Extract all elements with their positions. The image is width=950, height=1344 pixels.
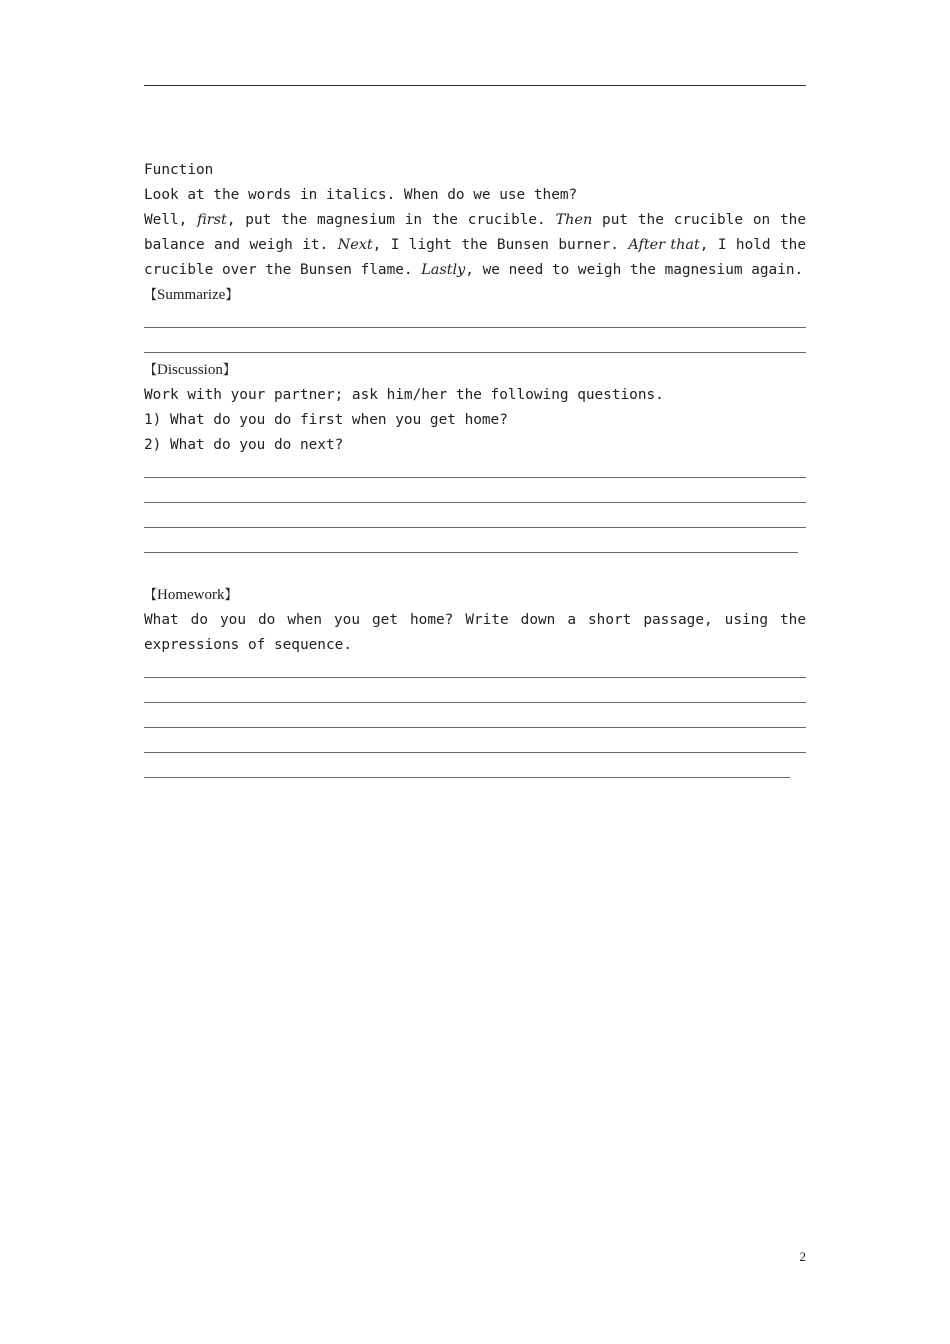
summarize-heading: 【Summarize】	[144, 287, 239, 303]
homework-instruction-line-1: What do you do when you get home? Write down a short passage, using the	[144, 612, 806, 628]
answer-line[interactable]	[144, 458, 806, 483]
homework-instruction-line-2: expressions of sequence.	[144, 637, 352, 653]
answer-line[interactable]	[144, 333, 806, 358]
discussion-heading: 【Discussion】	[144, 362, 236, 378]
answer-line[interactable]	[144, 483, 806, 508]
discussion-instruction: Work with your partner; ask him/her the following questions.	[144, 387, 664, 403]
answer-line[interactable]	[144, 508, 806, 533]
answer-line[interactable]	[144, 708, 806, 733]
answer-line[interactable]	[144, 308, 806, 333]
discussion-section	[144, 358, 806, 558]
function-title: Function	[144, 162, 214, 178]
italic-after-that: After that	[628, 237, 700, 253]
function-example-line-3: crucible over the Bunsen flame. Lastly, we need to weigh the magnesium again.	[144, 262, 804, 278]
homework-section	[144, 583, 806, 783]
header-rule	[144, 85, 806, 86]
discussion-question-1: 1) What do you do first when you get home?	[144, 412, 508, 428]
answer-line[interactable]	[144, 733, 806, 758]
document-body	[144, 158, 806, 783]
function-example-line-1: Well, first, put the magnesium in the crucible. Then put the crucible on the	[144, 212, 806, 228]
function-example-line-2: balance and weigh it. Next, I light the Bunsen burner. After that, I hold the	[144, 237, 806, 253]
italic-then: Then	[555, 212, 593, 228]
answer-line[interactable]	[144, 758, 806, 783]
homework-heading: 【Homework】	[144, 587, 238, 603]
function-question: Look at the words in italics. When do we use them?	[144, 187, 578, 203]
summarize-section	[144, 283, 806, 358]
italic-first: first	[197, 212, 227, 228]
function-section	[144, 158, 806, 283]
spacer	[144, 558, 806, 583]
discussion-question-2: 2) What do you do next?	[144, 437, 344, 453]
answer-line[interactable]	[144, 683, 806, 708]
answer-line[interactable]	[144, 658, 806, 683]
answer-line[interactable]	[144, 533, 806, 558]
italic-next: Next	[337, 237, 373, 253]
page-number: 2	[799, 1249, 806, 1264]
italic-lastly: Lastly	[421, 262, 466, 278]
